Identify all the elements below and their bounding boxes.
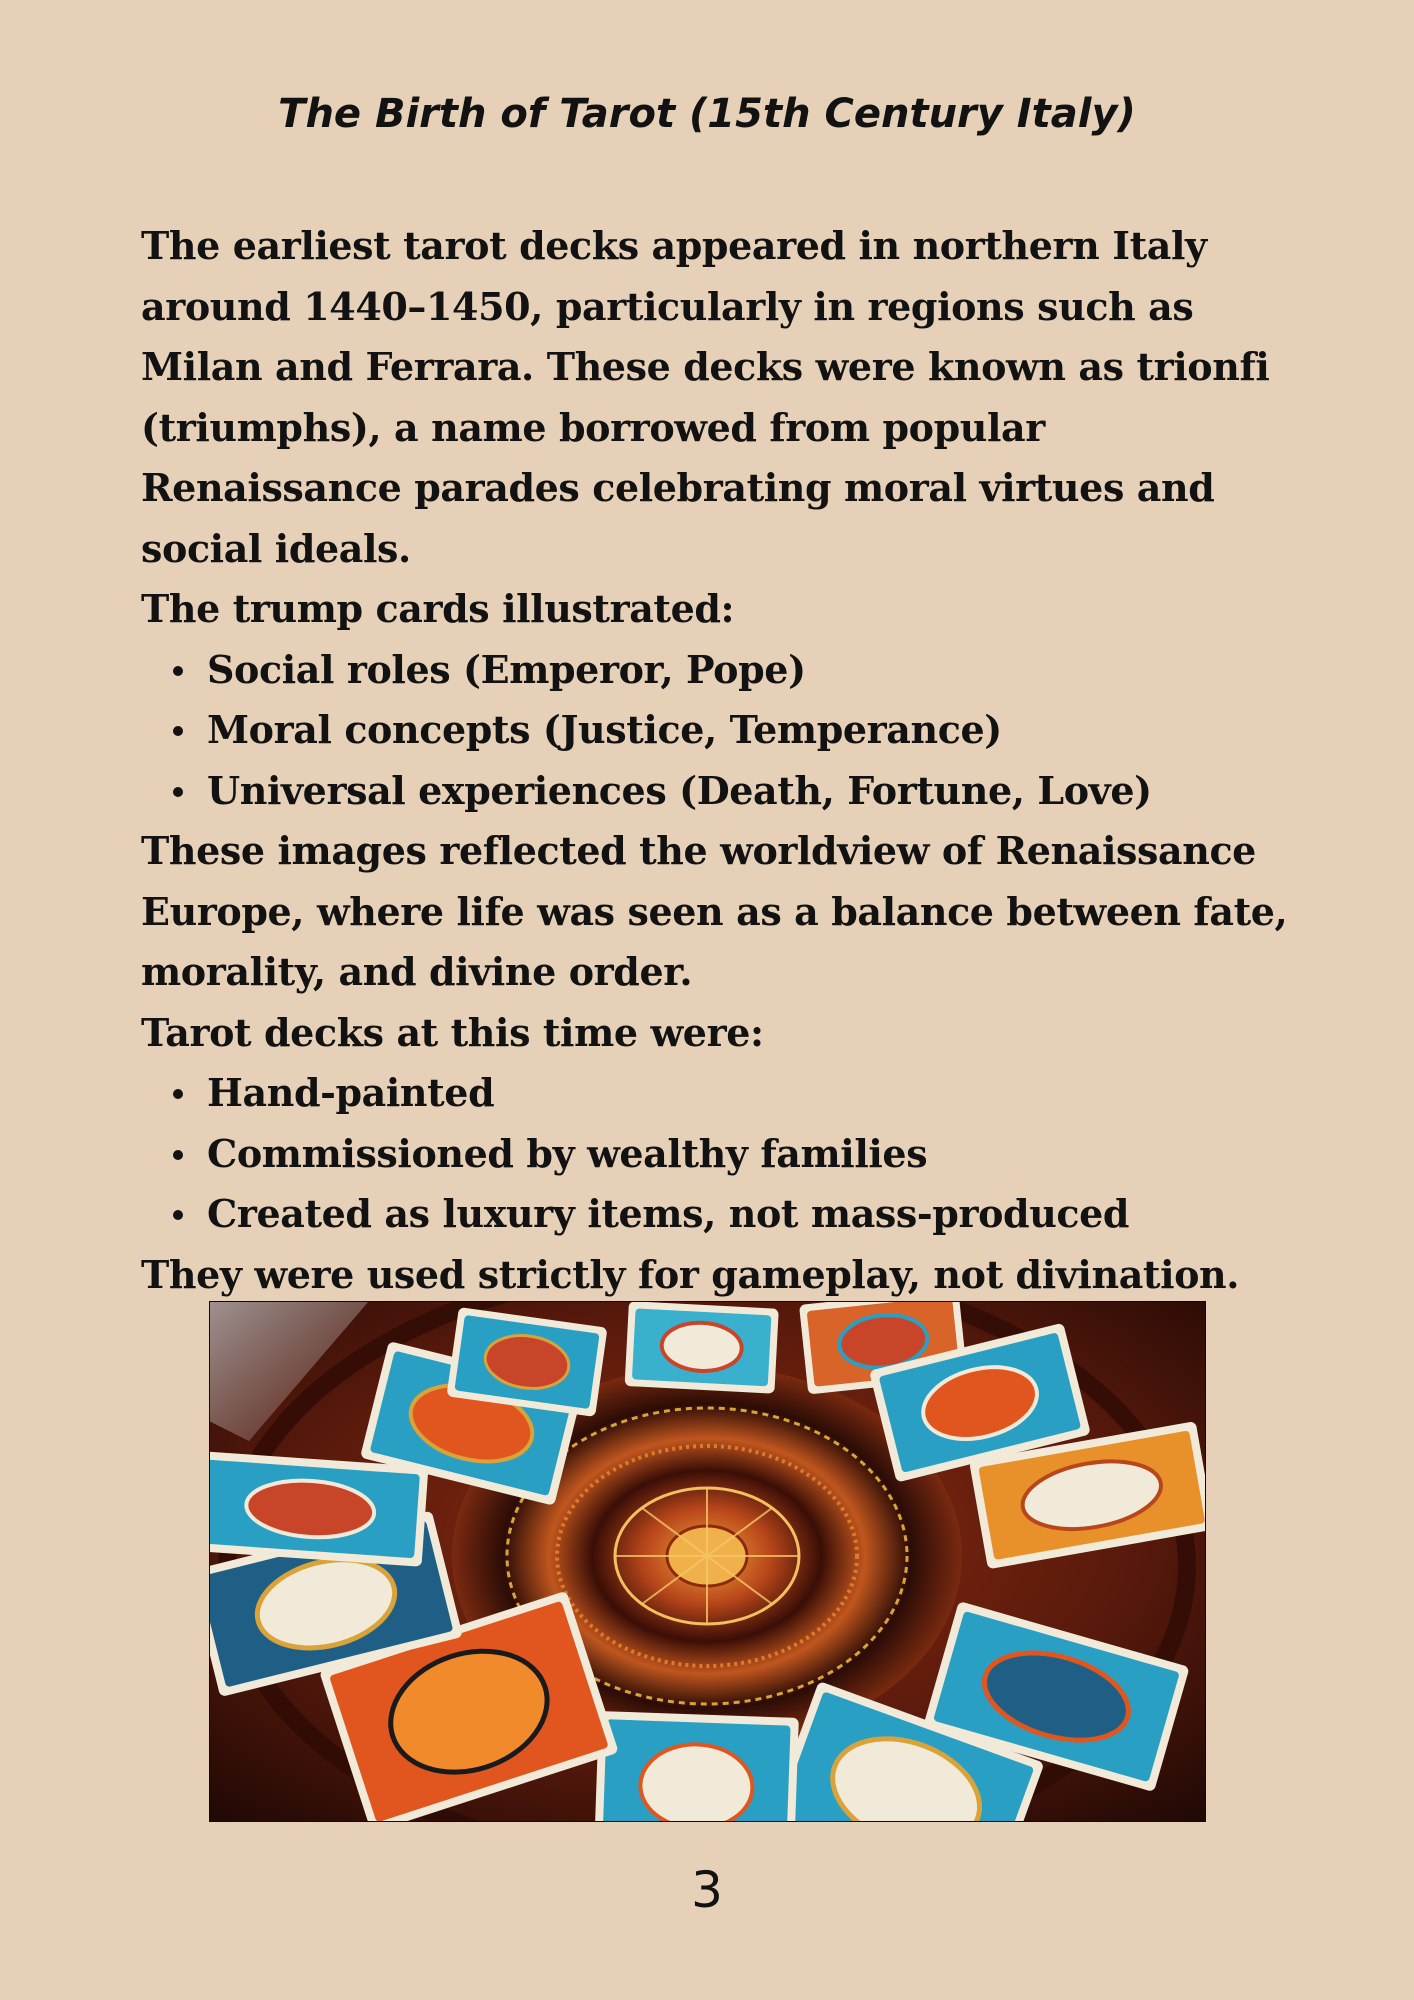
body-text [141,216,1291,1305]
list-item: Universal experiences (Death, Fortune, Love) [207,761,1291,822]
list-item: Created as luxury items, not mass-produced [207,1184,1291,1245]
worldview-paragraph: These images reflected the worldview of Renaissance Europe, where life was seen as a balance between fate, morality, and divine order. [141,828,1288,994]
list-item: Commissioned by wealthy families [207,1124,1291,1185]
intro-paragraph: The earliest tarot decks appeared in northern Italy around 1440–1450, particularly in regions such as Milan and Ferrara. These decks were known as trionfi (triumphs), a name borrowed from popular Renaissance parades celebrating moral virtues and social ideals. [141,223,1270,571]
closing-paragraph: They were used strictly for gameplay, not divination. [141,1251,1240,1297]
deck-list [141,1063,1291,1245]
list-item: Moral concepts (Justice, Temperance) [207,700,1291,761]
list-item: Social roles (Emperor, Pope) [207,640,1291,701]
tarot-cards-illustration [209,1301,1206,1822]
tarot-cards-photo [209,1301,1206,1822]
tarot-card [594,1711,799,1822]
trump-list [141,640,1291,822]
deck-list-lead: Tarot decks at this time were: [141,1009,764,1055]
tarot-card [625,1301,779,1394]
trump-list-lead: The trump cards illustrated: [141,586,735,631]
list-item: Hand-painted [207,1063,1291,1124]
page-number: 3 [691,1861,723,1919]
tarot-card [209,1451,428,1567]
page-title: The Birth of Tarot (15th Century Italy) [278,91,1136,137]
